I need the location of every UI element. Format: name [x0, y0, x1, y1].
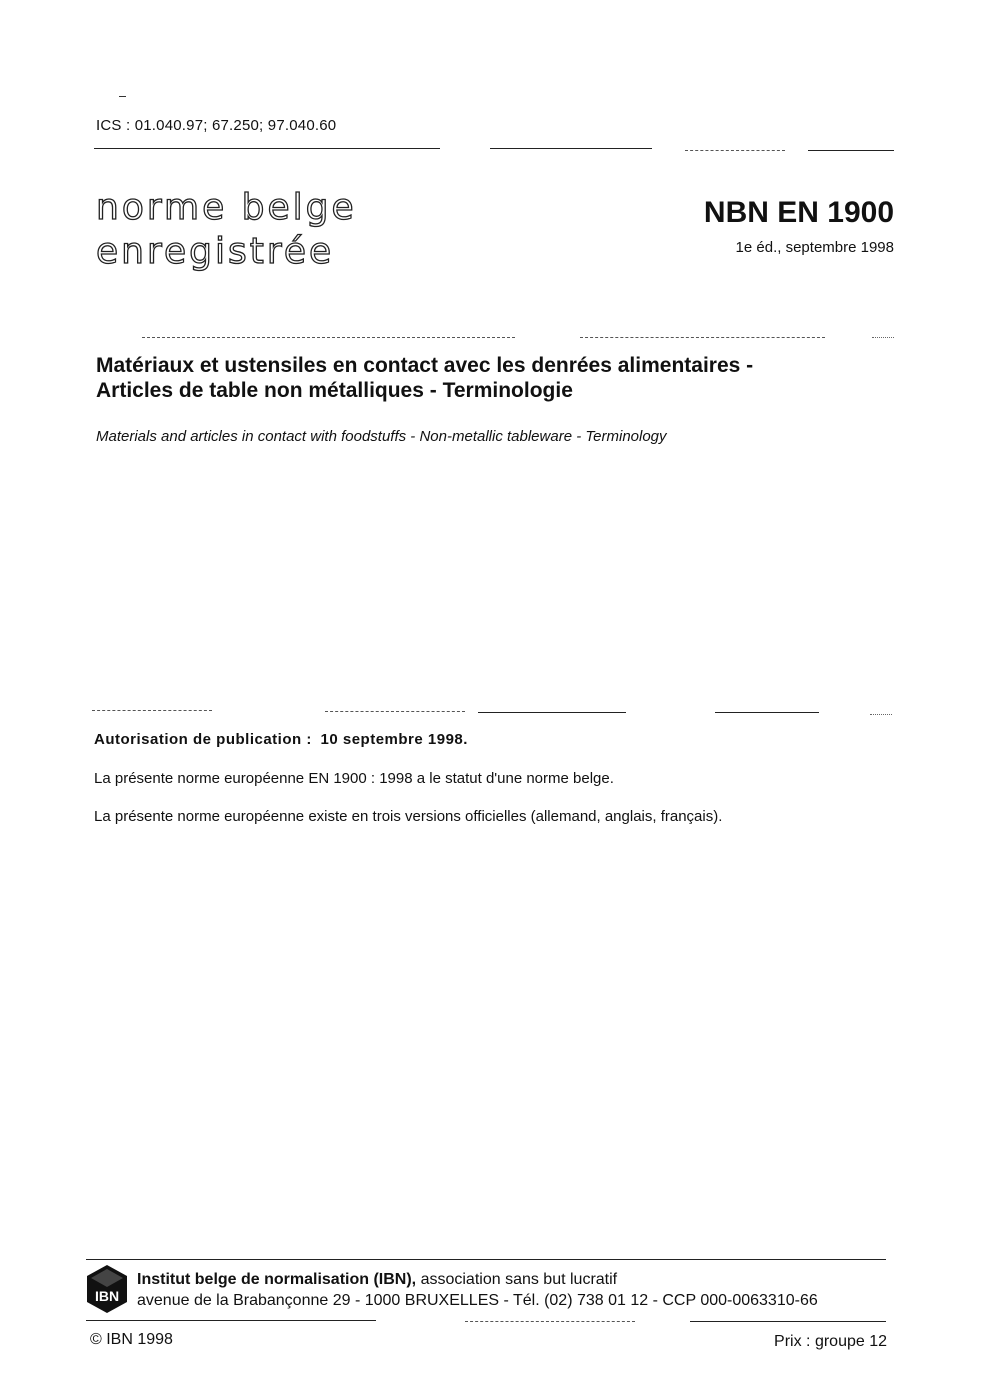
status-paragraph: La présente norme européenne EN 1900 : 1998 a le statut d'une norme belge.: [94, 770, 614, 787]
institute-name: Institut belge de normalisation (IBN),: [137, 1271, 417, 1288]
bottom-rule: [86, 1320, 376, 1321]
brand-line-2: enregistrée: [96, 231, 335, 272]
title-rule: [872, 337, 894, 338]
ics-codes: ICS : 01.040.97; 67.250; 97.040.60: [96, 117, 337, 134]
authorization-label: Autorisation de publication :: [94, 731, 312, 748]
pub-rule: [325, 711, 465, 712]
logo-text: IBN: [94, 1288, 120, 1304]
pub-rule: [715, 712, 819, 713]
top-rule: [808, 150, 894, 151]
norme-belge-title: [96, 186, 357, 274]
pub-rule: [870, 714, 892, 715]
ibn-logo-icon: [86, 1264, 128, 1314]
copyright: © IBN 1998: [90, 1331, 173, 1348]
brand-line-1: norme belge: [96, 187, 357, 228]
bottom-rule: [690, 1321, 886, 1322]
versions-paragraph: La présente norme européenne existe en trois versions officielles (allemand, anglais, français).: [94, 808, 723, 825]
document-title-fr: [96, 353, 896, 403]
bottom-rule: [465, 1321, 635, 1322]
title-rule: [142, 337, 515, 338]
footer-rule: [86, 1259, 886, 1260]
pub-rule: [92, 710, 212, 711]
edition-date: 1e éd., septembre 1998: [735, 239, 894, 256]
top-rule: [685, 150, 785, 151]
authorization-date: 10 septembre 1998.: [320, 731, 468, 748]
institute-line: [137, 1271, 617, 1289]
pub-rule: [478, 712, 626, 713]
standard-number: NBN EN 1900: [703, 196, 894, 229]
title-fr-line-1: Matériaux et ustensiles en contact avec les denrées alimentaires -: [96, 354, 754, 377]
institute-address: avenue de la Brabançonne 29 - 1000 BRUXELLES - Tél. (02) 738 01 12 - CCP 000-0063310-66: [137, 1292, 818, 1309]
title-fr-line-2: Articles de table non métalliques - Terminologie: [96, 379, 573, 402]
institute-desc: association sans but lucratif: [416, 1271, 618, 1288]
price-group: Prix : groupe 12: [774, 1333, 887, 1350]
top-rule: [94, 148, 440, 149]
top-rule: [490, 148, 652, 149]
title-rule: [580, 337, 825, 338]
mark-dash: [119, 96, 126, 97]
publication-authorization: [94, 731, 468, 748]
document-title-en: Materials and articles in contact with foodstuffs - Non-metallic tableware - Terminology: [96, 428, 667, 445]
